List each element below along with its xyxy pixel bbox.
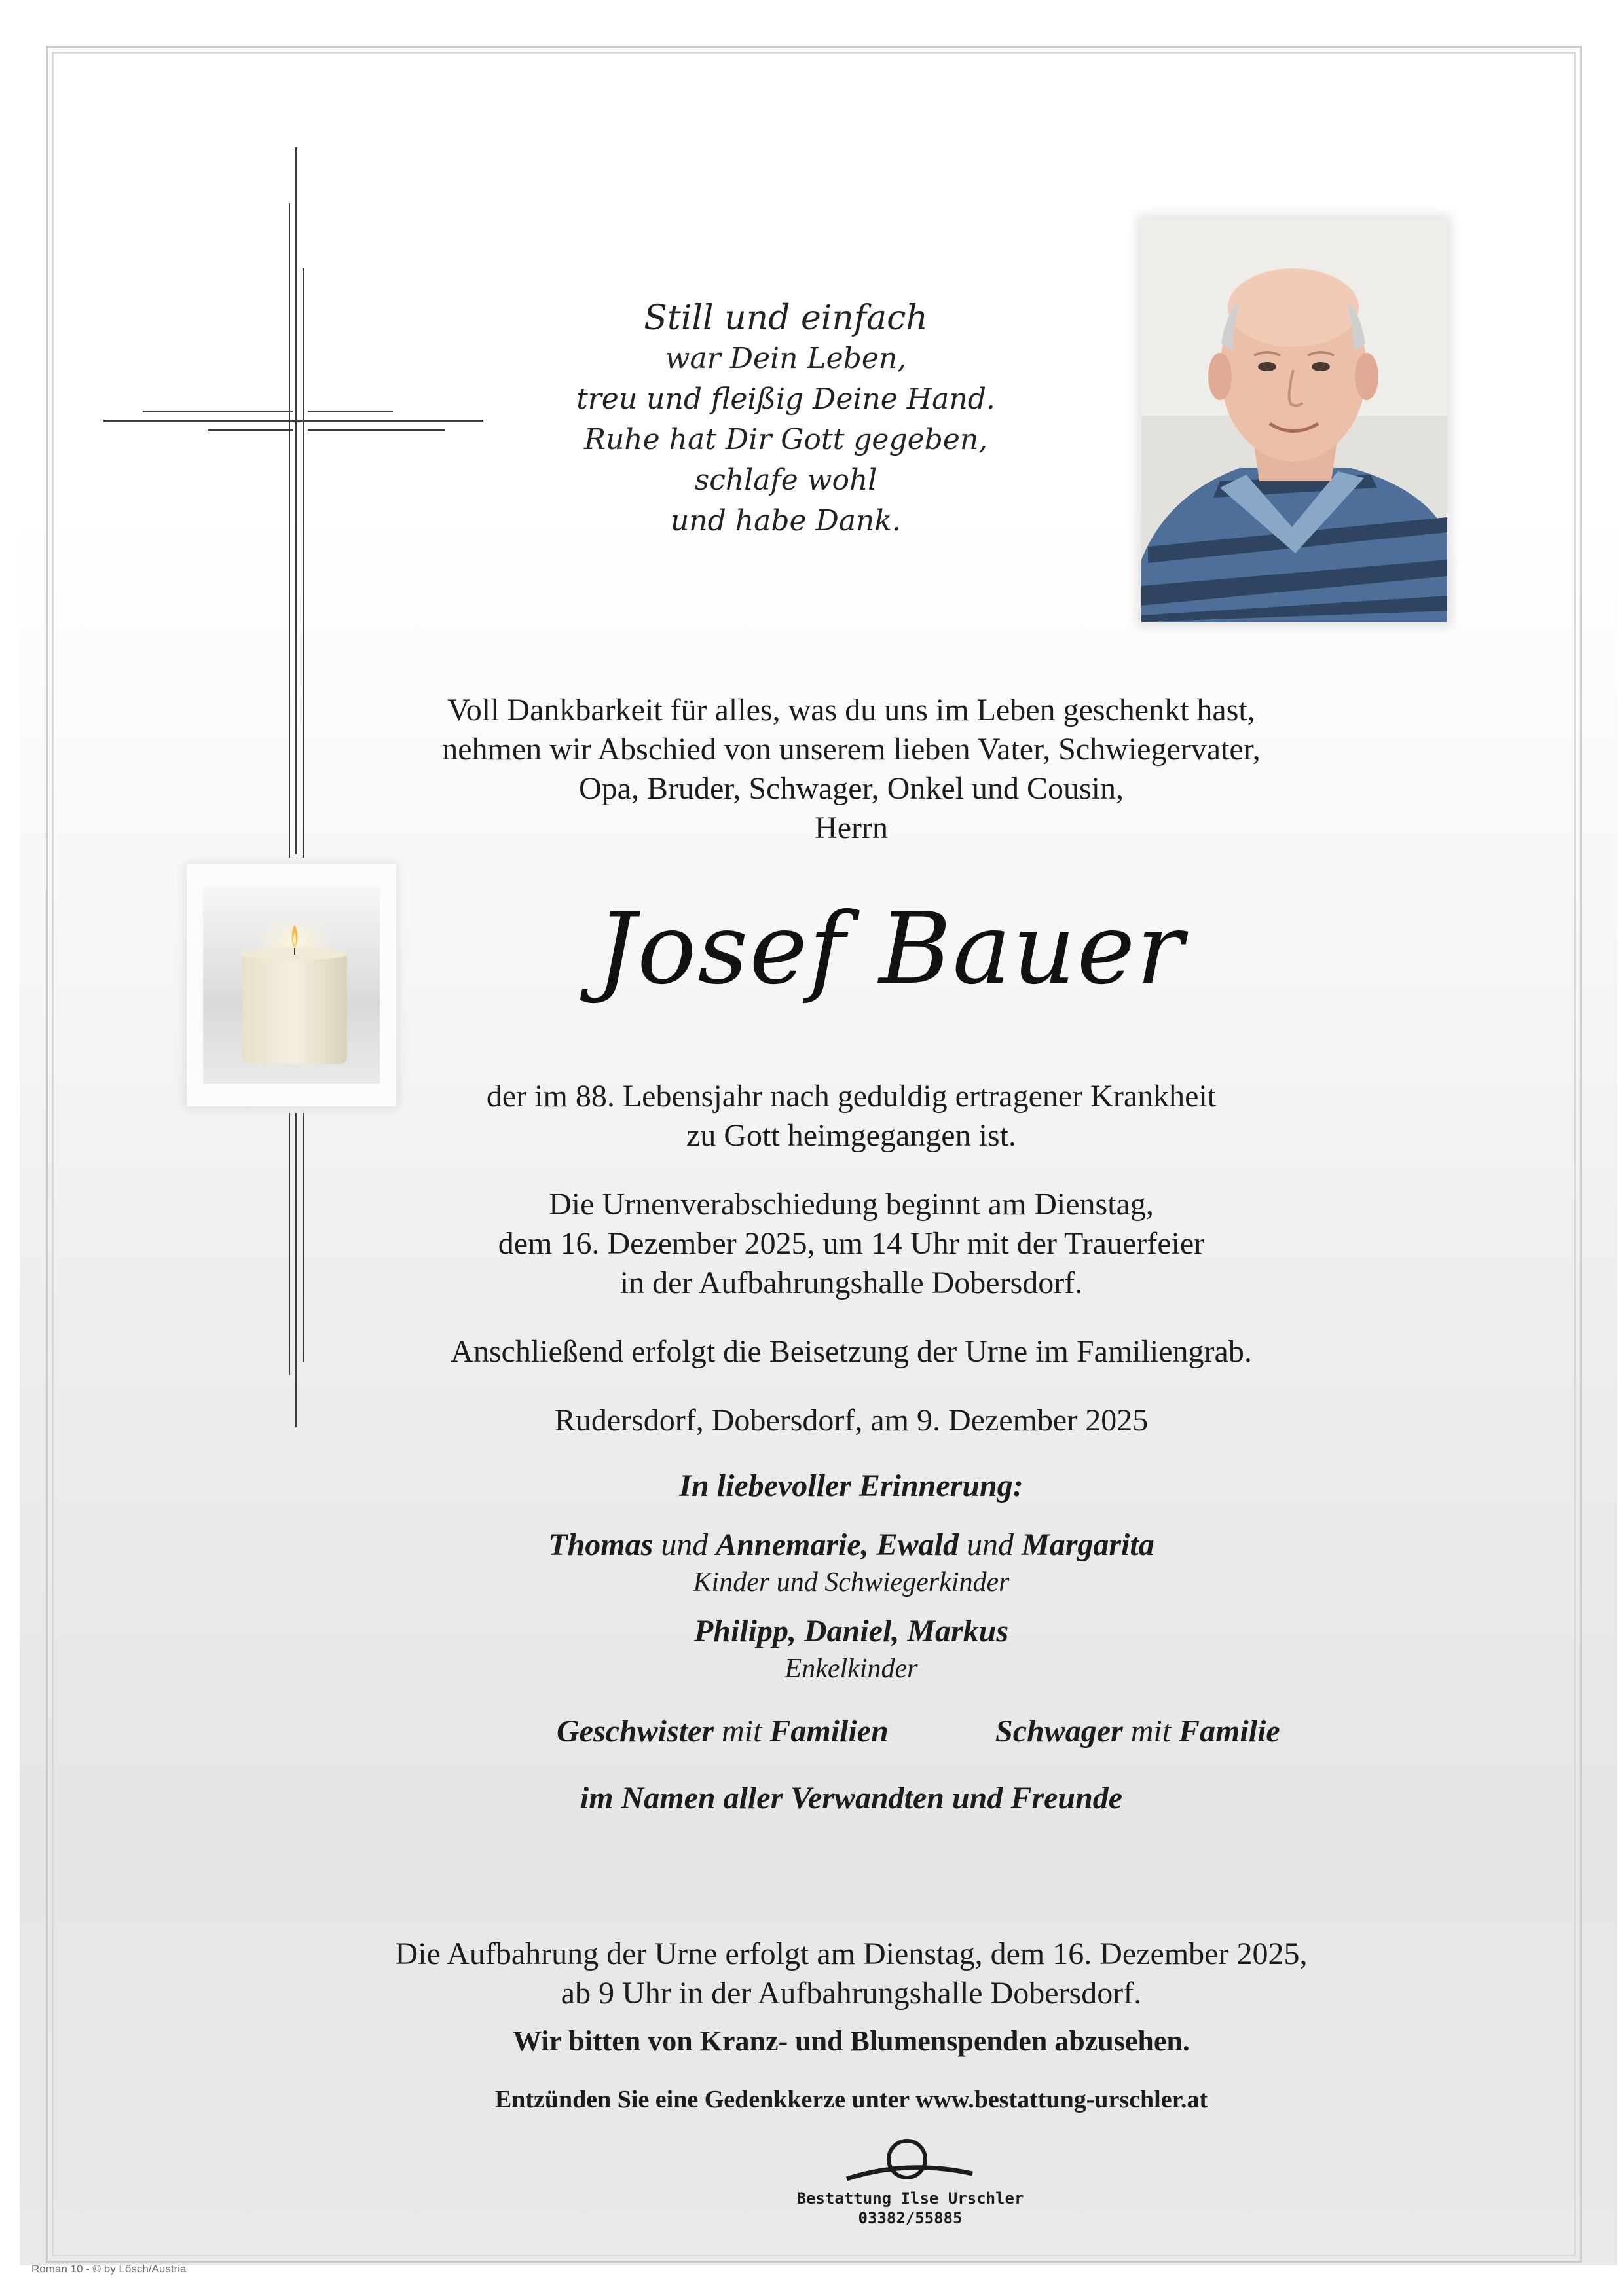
viewing-line: ab 9 Uhr in der Aufbahrungshalle Dobersdorf. — [561, 1976, 1142, 2011]
grandchildren-names — [367, 1612, 1336, 1651]
ceremony-line: Die Urnenverabschiedung beginnt am Dienstag, — [549, 1187, 1154, 1222]
candle-image — [187, 864, 396, 1106]
siblings-row — [367, 1712, 1336, 1751]
intro-line: Herrn — [815, 811, 888, 845]
viewing-text — [354, 1935, 1349, 2013]
place-date: Rudersdorf, Dobersdorf, am 9. Dezember 2025 — [554, 1403, 1149, 1438]
deceased-name: Josef Bauer — [596, 892, 1185, 1006]
flower-request: Wir bitten von Kranz- und Blumenspenden abzusehen. — [513, 2025, 1190, 2057]
poem-line: und habe Dank. — [670, 504, 902, 538]
poem-line: war Dein Leben, — [665, 342, 907, 375]
poem — [537, 298, 1035, 541]
portrait-photo — [1141, 219, 1447, 622]
child-name: Margarita — [1022, 1527, 1154, 1562]
company-name: Bestattung Ilse Urschler — [796, 2189, 1024, 2208]
passing-text — [393, 1077, 1310, 1156]
poem-line: treu und fleißig Deine Hand. — [576, 382, 995, 416]
inlaws-family — [995, 1712, 1280, 1751]
burial-text: Anschließend erfolgt die Beisetzung der Urne im Familiengrab. — [451, 1334, 1252, 1369]
families-label: Familien — [769, 1714, 889, 1749]
ceremony-line: dem 16. Dezember 2025, um 14 Uhr mit der Trauerfeier — [498, 1226, 1205, 1261]
grandchildren-name-list: Philipp, Daniel, Markus — [693, 1614, 1009, 1649]
mit-word: mit — [1130, 1714, 1172, 1749]
grandchildren-role: Enkelkinder — [784, 1654, 918, 1684]
conjunction: und — [967, 1527, 1014, 1562]
mourners-heading: In liebevoller Erinnerung: — [679, 1468, 1024, 1503]
passing-line: zu Gott heimgegangen ist. — [686, 1118, 1016, 1153]
company-info — [720, 2189, 1100, 2228]
children-names — [367, 1525, 1336, 1565]
schwager-label: Schwager — [995, 1714, 1123, 1749]
ceremony-text — [367, 1185, 1336, 1303]
intro-line: nehmen wir Abschied von unserem lieben Vater, Schwiegervater, — [442, 732, 1261, 767]
siblings-families — [557, 1712, 889, 1751]
conjunction: und — [661, 1527, 709, 1562]
siblings-label: Geschwister — [557, 1714, 714, 1749]
intro-line: Opa, Bruder, Schwager, Onkel und Cousin, — [578, 771, 1124, 806]
intro-text — [367, 691, 1336, 848]
poem-line: Ruhe hat Dir Gott gegeben, — [583, 423, 988, 456]
mit-word: mit — [722, 1714, 762, 1749]
footer-note: Roman 10 - © by Lösch/Austria — [31, 2263, 187, 2275]
bestattung-logo-icon — [841, 2136, 979, 2188]
children-role: Kinder und Schwiegerkinder — [693, 1567, 1010, 1597]
passing-line: der im 88. Lebensjahr nach geduldig ertragener Krankheit — [486, 1079, 1217, 1114]
poem-line: schlafe wohl — [694, 464, 877, 497]
all-relatives: im Namen aller Verwandten und Freunde — [580, 1781, 1123, 1815]
child-name: Annemarie, Ewald — [716, 1527, 959, 1562]
viewing-line: Die Aufbahrung der Urne erfolgt am Dienstag, dem 16. Dezember 2025, — [395, 1937, 1308, 1971]
intro-line: Voll Dankbarkeit für alles, was du uns im Leben geschenkt hast, — [447, 693, 1255, 727]
poem-line: Still und einfach — [644, 299, 928, 338]
child-name: Thomas — [548, 1527, 654, 1562]
ceremony-line: in der Aufbahrungshalle Dobersdorf. — [619, 1266, 1083, 1300]
mourners-list — [367, 1525, 1336, 1686]
company-phone: 03382/55885 — [858, 2209, 963, 2227]
family-label: Familie — [1179, 1714, 1280, 1749]
online-candle-text: Entzünden Sie eine Gedenkkerze unter www.bestattung-urschler.at — [494, 2086, 1208, 2113]
